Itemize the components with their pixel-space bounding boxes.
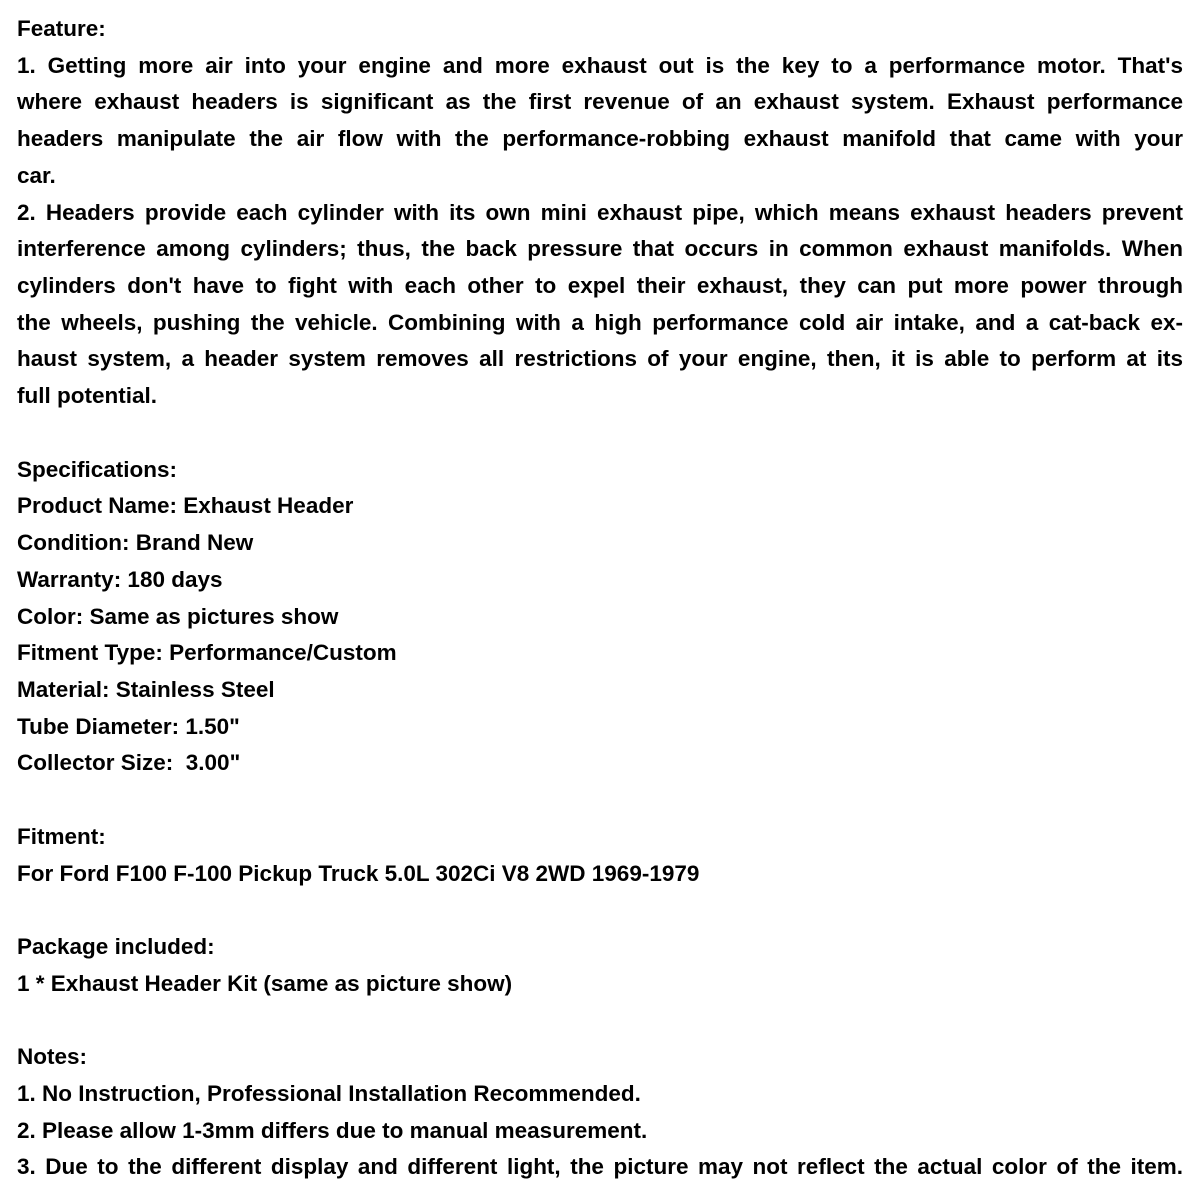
feature-para1-line-1: 1. Getting more air into your engine and more exhaust out is the key to a performance motor. That's — [17, 52, 1183, 78]
feature-para2-line-2: interference among cylinders; thus, the back pressure that occurs in common exhaust manifolds. When — [17, 236, 1183, 262]
spec-item-product-name: Product Name: Exhaust Header — [17, 493, 354, 519]
spacer — [17, 892, 1183, 929]
feature-para2-line-1: 2. Headers provide each cylinder with its own mini exhaust pipe, which means exhaust headers prevent — [17, 199, 1183, 225]
spacer — [17, 782, 1183, 819]
feature-heading: Feature: — [17, 16, 106, 41]
spec-item-fitment-type: Fitment Type: Performance/Custom — [17, 640, 397, 666]
feature-para2-line-6: full potential. — [17, 383, 157, 409]
feature-para1-line-2: where exhaust headers is significant as the first revenue of an exhaust system. Exhaust performance — [17, 89, 1183, 115]
spec-item-collector-size: Collector Size: 3.00" — [17, 750, 241, 776]
spec-item-warranty: Warranty: 180 days — [17, 566, 223, 592]
package-included-item: 1 * Exhaust Header Kit (same as picture show) — [17, 970, 513, 996]
spec-item-color: Color: Same as pictures show — [17, 603, 339, 629]
fitment-line: For Ford F100 F-100 Pickup Truck 5.0L 302Ci V8 2WD 1969-1979 — [17, 860, 700, 886]
spec-item-condition: Condition: Brand New — [17, 530, 254, 556]
note-item-3: 3. Due to the different display and different light, the picture may not reflect the actual color of the item. — [17, 1154, 1183, 1180]
specifications-heading: Specifications: — [17, 456, 178, 482]
spec-item-material: Material: Stainless Steel — [17, 676, 275, 702]
spacer — [17, 415, 1183, 452]
feature-para2-line-5: haust system, a header system removes all restrictions of your engine, then, it is able to perform at its — [17, 346, 1183, 372]
fitment-heading: Fitment: — [17, 823, 106, 849]
note-item-2: 2. Please allow 1-3mm differs due to manual measurement. — [17, 1117, 648, 1143]
package-included-heading: Package included: — [17, 933, 215, 959]
spacer — [17, 1002, 1183, 1039]
feature-para1-line-3: headers manipulate the air flow with the performance-robbing exhaust manifold that came with your — [17, 126, 1183, 152]
feature-para1-line-4: car. — [17, 162, 56, 188]
spec-item-tube-diameter: Tube Diameter: 1.50" — [17, 713, 240, 739]
note-item-1: 1. No Instruction, Professional Installation Recommended. — [17, 1080, 641, 1106]
feature-para2-line-3: cylinders don't have to fight with each other to expel their exhaust, they can put more power through — [17, 273, 1183, 299]
feature-para2-line-4: the wheels, pushing the vehicle. Combining with a high performance cold air intake, and a cat-back ex- — [17, 309, 1183, 335]
notes-heading: Notes: — [17, 1044, 88, 1070]
